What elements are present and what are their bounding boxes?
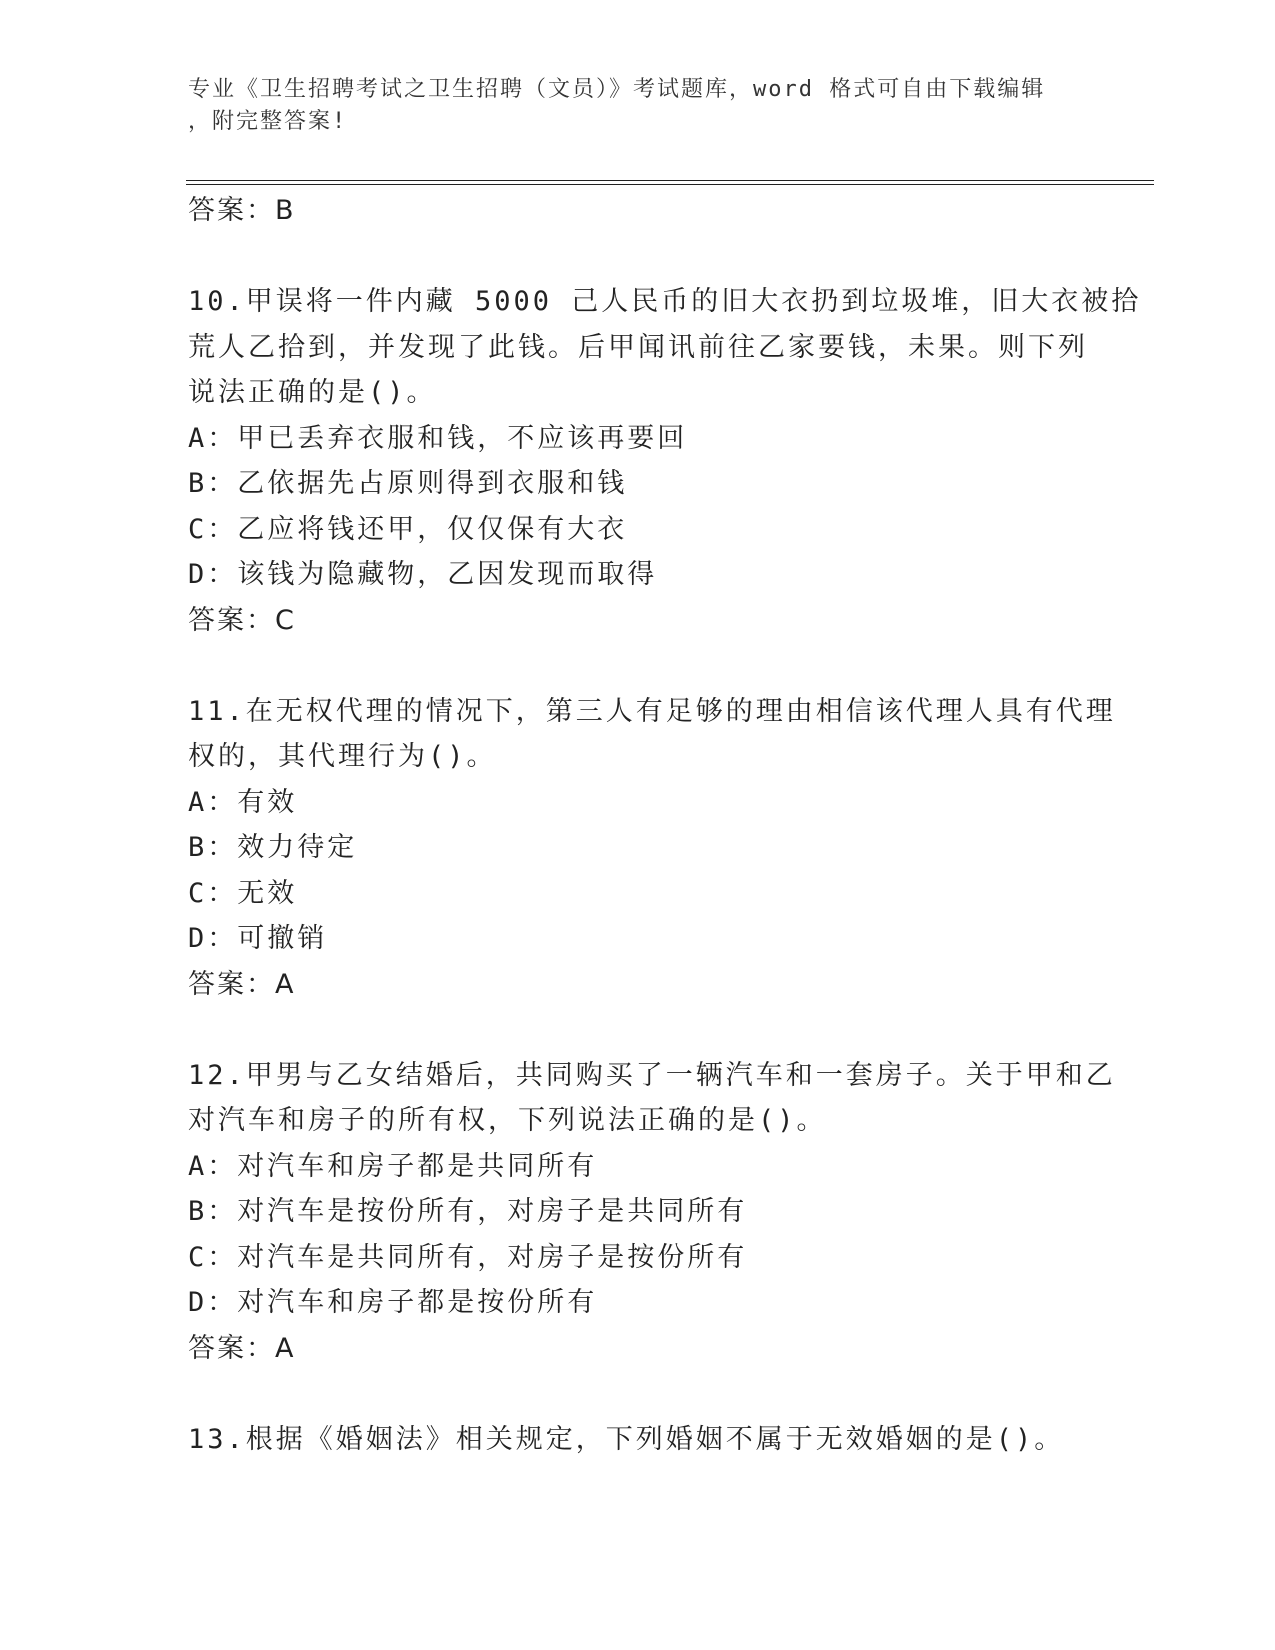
option-a: A：甲已丢弃衣服和钱，不应该再要回 — [188, 422, 688, 454]
option-d: D：可撤销 — [188, 923, 328, 954]
answer-line: 答案：B — [188, 195, 296, 226]
option-d: D：对汽车和房子都是按份所有 — [188, 1287, 598, 1318]
spacer — [188, 1371, 1088, 1417]
option-c: C：无效 — [188, 877, 298, 909]
question-text-line: 11.在无权代理的情况下，第三人有足够的理由相信该代理人具有代理 — [188, 695, 1116, 727]
header-rule-top — [186, 180, 1154, 181]
answer-line: 答案：A — [188, 1332, 296, 1364]
option-a: A：对汽车和房子都是共同所有 — [188, 1150, 598, 1182]
spacer — [188, 1007, 1088, 1053]
header-line-1: 专业《卫生招聘考试之卫生招聘（文员）》考试题库，word 格式可自由下载编辑 — [188, 77, 1046, 102]
header-rule-bottom — [186, 184, 1154, 185]
option-b: B：效力待定 — [188, 832, 358, 863]
document-header — [188, 74, 1068, 138]
question-text-line: 对汽车和房子的所有权，下列说法正确的是()。 — [188, 1105, 827, 1136]
option-a: A：有效 — [188, 786, 298, 818]
option-b: B：乙依据先占原则得到衣服和钱 — [188, 468, 628, 499]
question-text-line: 说法正确的是()。 — [188, 377, 437, 408]
question-text-line: 权的，其代理行为()。 — [188, 741, 497, 772]
question-10 — [188, 279, 1142, 643]
answer-line: 答案：A — [188, 968, 296, 1000]
option-c: C：乙应将钱还甲，仅仅保有大衣 — [188, 513, 628, 545]
answer-line: 答案：C — [188, 604, 296, 636]
question-text-line: 荒人乙拾到，并发现了此钱。后甲闻讯前往乙家要钱，未果。则下列 — [188, 331, 1088, 363]
option-c: C：对汽车是共同所有，对房子是按份所有 — [188, 1241, 748, 1273]
spacer — [188, 643, 1088, 689]
question-11 — [188, 689, 1116, 1008]
question-text-line: 13.根据《婚姻法》相关规定，下列婚姻不属于无效婚姻的是()。 — [188, 1423, 1065, 1455]
document-body — [188, 188, 1142, 1462]
question-text-line: 12.甲男与乙女结婚后，共同购买了一辆汽车和一套房子。关于甲和乙 — [188, 1059, 1116, 1091]
question-text-line: 10.甲误将一件内藏 5000 己人民币的旧大衣扔到垃圾堆，旧大衣被拾 — [188, 286, 1142, 317]
option-b: B：对汽车是按份所有，对房子是共同所有 — [188, 1196, 748, 1227]
question-12 — [188, 1053, 1116, 1372]
header-line-2: ，附完整答案! — [188, 109, 348, 134]
question-13 — [188, 1417, 1088, 1463]
option-d: D：该钱为隐藏物，乙因发现而取得 — [188, 559, 658, 590]
spacer — [188, 234, 1088, 280]
